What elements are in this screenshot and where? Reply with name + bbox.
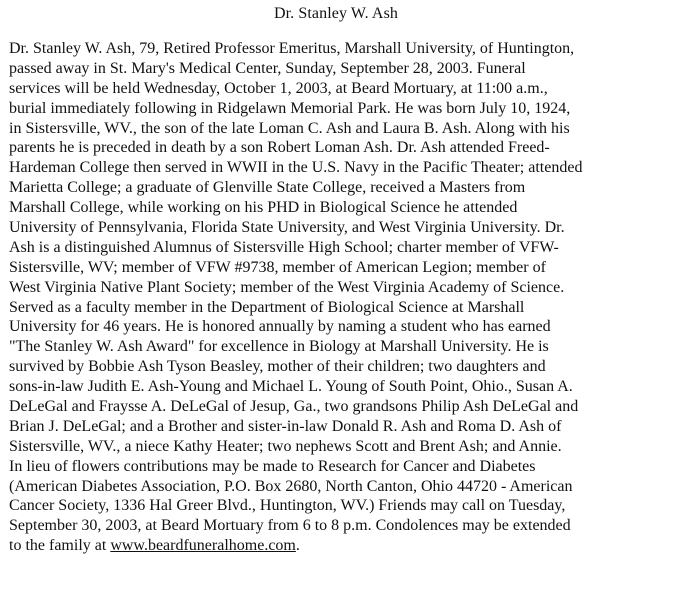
text-line-4: burial immediately following in Ridgelawn Memorial Park. He was born July 10, 1924, bbox=[9, 99, 571, 117]
text-line-25: September 30, 2003, at Beard Mortuary from 6 to 8 p.m. Condolences may be extended bbox=[9, 517, 571, 535]
text-line-24: Cancer Society, 1336 Hal Greer Blvd., Huntington, WV.) Friends may call on Tuesday, bbox=[9, 497, 566, 515]
last-line-prefix: to the family at bbox=[9, 537, 111, 555]
text-line-20: Brian J. DeLeGal; and a Brother and sister-in-law Donald R. Ash and Roma D. Ash of bbox=[9, 417, 562, 435]
text-line-10: University of Pennsylvania, Florida State University, and West Virginia University. Dr. bbox=[9, 219, 565, 237]
text-line-2: passed away in St. Mary's Medical Center, Sunday, September 28, 2003. Funeral bbox=[9, 59, 526, 77]
text-line-21: Sistersville, WV., a niece Kathy Heater; two nephews Scott and Brent Ash; and Annie. bbox=[9, 437, 562, 455]
last-line-suffix: . bbox=[295, 537, 300, 555]
text-line-13: West Virginia Native Plant Society; member of the West Virginia Academy of Science. bbox=[9, 278, 565, 296]
text-line-14: Served as a faculty member in the Department of Biological Science at Marshall bbox=[9, 298, 525, 316]
text-line-18: sons-in-law Judith E. Ash-Young and Michael L. Young of South Point, Ohio., Susan A. bbox=[9, 378, 573, 396]
text-line-19: DeLeGal and Fraysse A. DeLeGal of Jesup, Ga., two grandsons Philip Ash DeLeGal and bbox=[9, 398, 579, 416]
text-line-23: (American Diabetes Association, P.O. Box 2680, North Canton, Ohio 44720 - American bbox=[9, 477, 573, 495]
obituary-body bbox=[9, 39, 663, 556]
text-line-7: Hardeman College then served in WWII in the U.S. Navy in the Pacific Theater; attended bbox=[9, 159, 583, 177]
text-line-16: "The Stanley W. Ash Award" for excellence in Biology at Marshall University. He is bbox=[9, 338, 549, 356]
page-title: Dr. Stanley W. Ash bbox=[273, 5, 399, 22]
text-line-9: Marshall College, while working on his PHD in Biological Science he attended bbox=[9, 199, 518, 217]
text-line-5: in Sistersville, WV., the son of the late Loman C. Ash and Laura B. Ash. Along with his bbox=[9, 119, 570, 137]
text-line-1: Dr. Stanley W. Ash, 79, Retired Professor Emeritus, Marshall University, of Huntington, bbox=[9, 40, 575, 57]
text-line-8: Marietta College; a graduate of Glenville State College, received a Masters from bbox=[9, 179, 526, 197]
text-line-11: Ash is a distinguished Alumnus of Sistersville High School; charter member of VFW- bbox=[9, 238, 559, 256]
text-line-15: University for 46 years. He is honored annually by naming a student who has earned bbox=[9, 318, 551, 336]
text-line-3: services will be held Wednesday, October 1, 2003, at Beard Mortuary, at 11:00 a.m., bbox=[9, 79, 548, 97]
text-line-12: Sistersville, WV; member of VFW #9738, member of American Legion; member of bbox=[9, 258, 546, 276]
text-line-26 bbox=[9, 536, 663, 556]
text-line-17: survived by Bobbie Ash Tyson Beasley, mother of their children; two daughters and bbox=[9, 358, 546, 376]
text-line-6: parents he is preceded in death by a son Robert Loman Ash. Dr. Ash attended Freed- bbox=[9, 139, 550, 157]
text-line-22: In lieu of flowers contributions may be made to Research for Cancer and Diabetes bbox=[9, 457, 536, 475]
funeral-home-link[interactable]: www.beardfuneralhome.com bbox=[110, 537, 296, 555]
